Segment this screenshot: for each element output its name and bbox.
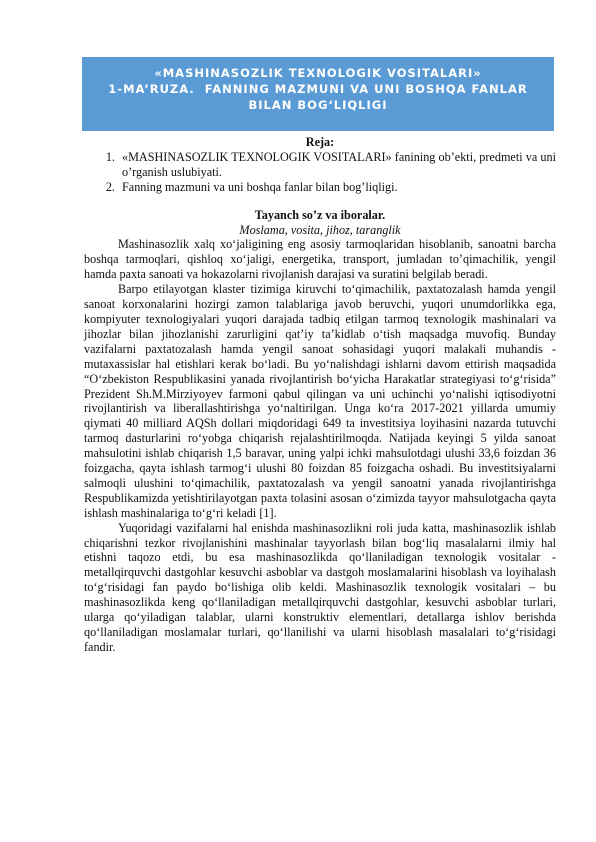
lecture-title-continued: BILAN BOG‘LIQLIGI bbox=[248, 98, 388, 112]
document-body bbox=[84, 135, 556, 655]
body-paragraph: Mashinasozlik xalq xo‘jaligining eng asosiy tarmoqlaridan hisoblanib, sanoatni barcha boshqa tarmoqlari, qishloq xo‘jaligi, energetika, transport, jumladan to’qimachilik, yengil hamda paxta sanoati va hokazolarni rivojlanish darajasi va suratini belgilab beradi. bbox=[84, 237, 556, 282]
keywords-heading: Tayanch so’z va iboralar. bbox=[254, 207, 386, 222]
plan-heading: Reja: bbox=[305, 135, 335, 149]
course-title: «MASHINASOZLIK TEXNOLOGIK VOSITALARI» bbox=[154, 66, 482, 80]
plan-item: 1. «MASHINASOZLIK TEXNOLOGIK VOSITALARI» fanining ob’ekti, predmeti va uni o’rganish uslubiyati. bbox=[118, 150, 556, 180]
lecture-title: 1-MA’RUZA. FANNING MAZMUNI VA UNI BOSHQA FANLAR bbox=[108, 82, 528, 96]
body-paragraph: Yuqoridagi vazifalarni hal enishda mashinasozlikni roli juda katta, mashinasozlik ishlab chiqarishni tezkor rivojlanishini mashinalar tayyorlash bilan bog‘liq masalalarni ilmiy hal etishni taqozo etdi, bu esa mashinasozlikda qo‘llaniladigan texnologik vositalar - metallqirquvchi dastgohlar kesuvchi asboblar va dastgoh moslamalarini hisoblash va loyihalash to‘g‘risidagi fan paydo bo‘lishiga olib keldi. Mashinasozlik texnologik vositalari – bu mashinasozlikda keng qo‘llaniladigan metallqirquvchi dastgohlar, kesuvchi asboblar turlari, ularga qo‘yiladigan talablar, ularni konstruktiv elementlari, detallarga ishlov berishda qo‘llaniladigan moslamalar turlari, qo‘llanilishi va ularni hisoblash masalalari to‘g‘risidagi fandir. bbox=[84, 520, 556, 654]
body-paragraph: Barpo etilayotgan klaster tizimiga kiruvchi to‘qimachilik, paxtatozalash hamda yengil sanoat korxonalarini hozirgi zamon talablariga javob beruvchi, yuqori unumdorlikka ega, kompiyuter texnologiyalari yuqori darajada tadbiq etilgan tarmoq texnologik mashinalari va jihozlar bilan jihozlanishi zarurligini qat’iy ta’kidlab o‘tish maqsadga muvofiq. Bunday vazifalarni paxtatozalash hamda yengil sanoat sohasidagi yuqori malakali muhandis - mutaxassislar hal etishlari kerak bo‘ladi. Bu yo‘nalishdagi ishlarni davom ettirish maqsadida “O‘zbekiston Respublikasini yanada rivojlantirish bo‘yicha Harakatlar strategiyasi to‘g‘risida” Prezident Sh.M.Mirziyoyev farmoni qabul qilingan va uni uchinchi yo‘nalishi iqtisodiyotni rivojlantirish va liberallashtirishga yo‘naltirilgan. Unga ko‘ra 2017-2021 yillarda umumiy qiymati 40 milliard AQSh dollari miqdoridagi 649 ta investitsiya loyihasini nazarda tutuvchi tarmoq dasturlarini ro‘yobga chiqarish rejalashtirilmoqda. Natijada keyingi 5 yilda sanoat mahsulotini ishlab chiqarish 1,5 baravar, uning yalpi ichki mahsulotdagi ulushi 33,6 foizdan 36 foizgacha, qayta ishlash tarmog‘i ulushi 80 foizdan 85 foizgacha oshadi. Bu investitsiyalarni salmoqli ulushini to‘qimachilik, paxtatozalash va yengil sanoatni yanada rivojlantirishga Respublikamizda yetishtirilayotgan paxta tolasini asosan o‘zimizda tayyor mahsulotgacha qayta ishlash mashinalariga to‘g‘ri keladi [1]. bbox=[84, 282, 556, 520]
keywords-list: Moslama, vosita, jihoz, taranglik bbox=[239, 222, 401, 237]
lecture-title-banner bbox=[82, 57, 554, 131]
plan-list bbox=[84, 150, 556, 195]
plan-item: 2. Fanning mazmuni va uni boshqa fanlar bilan bog’liqligi. bbox=[118, 180, 556, 195]
